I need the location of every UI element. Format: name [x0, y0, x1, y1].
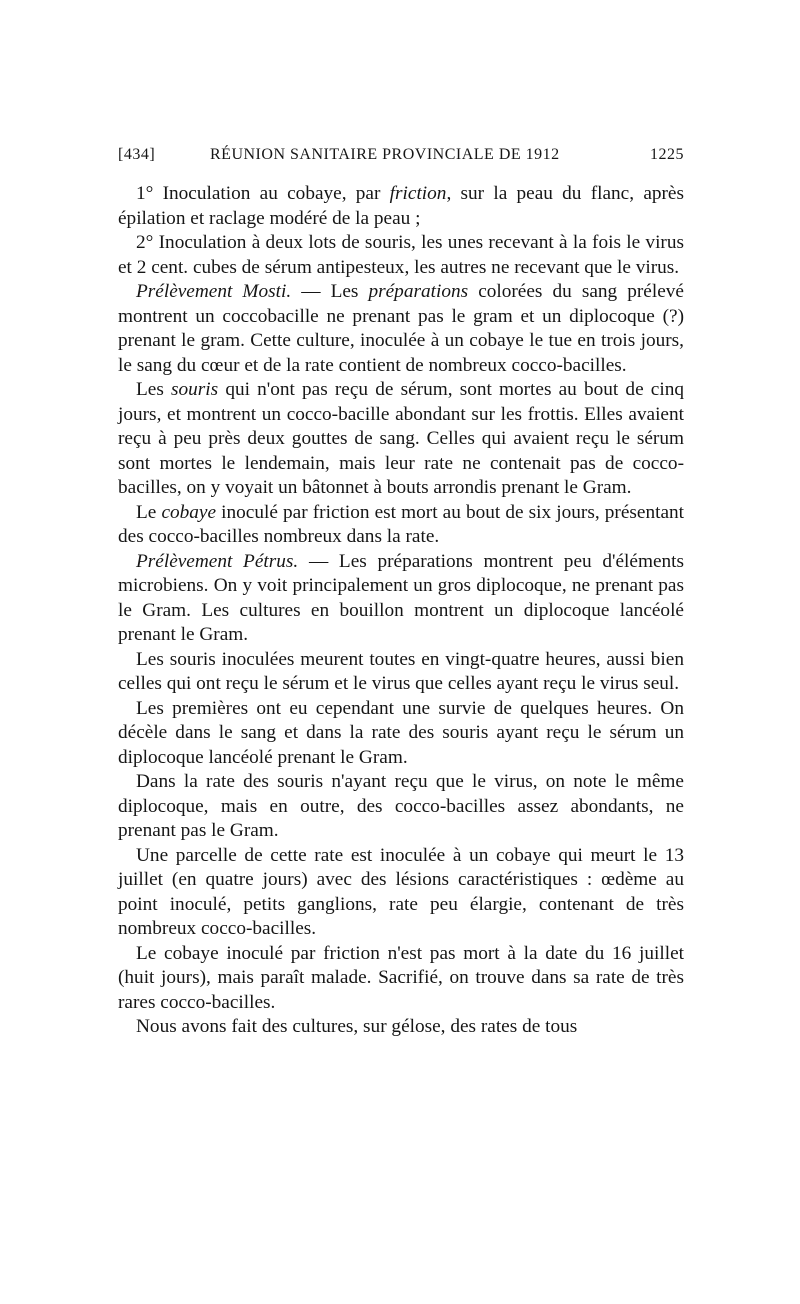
- paragraph-8-lead: Les premières ont eu cependant une survie de quelques heures. On décèle dans le sang et dans la rate des souris ayant reçu le sérum un diplocoque lancéolé prenant le Gram.: [118, 697, 684, 768]
- paragraph-1: [118, 182, 684, 231]
- paragraph-2-lead: 2° Inoculation à deux lots de souris, les unes recevant à la fois le virus et 2 cent. cubes de sérum antipesteux, les autres ne recevant que le virus.: [118, 232, 684, 278]
- paragraph-3: [118, 280, 684, 378]
- paragraph-7-lead: Les souris inoculées meurent toutes en vingt-quatre heures, aussi bien celles qui ont reçu le sérum et le virus que celles ayant reçu le virus seul.: [118, 648, 684, 694]
- paragraph-4-lead: Les: [136, 379, 171, 400]
- header-left-marker: [434]: [118, 146, 156, 163]
- paragraph-2: [118, 231, 684, 280]
- paragraph-7: [118, 648, 684, 697]
- paragraph-11-lead: Le cobaye inoculé par friction n'est pas mort à la date du 16 juillet (huit jours), mais paraît malade. Sacrifié, on trouve dans sa rate de très rares cocco-bacilles.: [118, 942, 684, 1013]
- page-number: 1225: [650, 146, 684, 163]
- paragraph-5-rest: inoculé par friction est mort au bout de six jours, présentant des cocco-bacilles nombreux dans la rate.: [118, 501, 685, 547]
- paragraph-5-emphasis: cobaye: [161, 501, 217, 523]
- header-title: RÉUNION SANITAIRE PROVINCIALE DE 1912: [210, 146, 560, 163]
- paragraph-1-lead: 1° Inoculation au cobaye, par: [136, 183, 390, 204]
- paragraph-9: [118, 770, 684, 844]
- paragraph-6: [118, 550, 684, 648]
- running-header: [118, 146, 684, 170]
- body-text: [118, 182, 684, 1040]
- paragraph-11: [118, 942, 684, 1016]
- paragraph-4: [118, 378, 684, 501]
- paragraph-12: [118, 1015, 684, 1040]
- paragraph-4-emphasis: souris: [171, 379, 219, 400]
- paragraph-3-rest-2: colorées du sang prélevé montrent un coccobacille ne prenant pas le gram et un diplocoque (?) prenant le gram. Cette culture, inoculée à un cobaye le tue en trois jours, le sang du cœur et de la rate contient de nombreux cocco-bacilles.: [118, 281, 684, 376]
- paragraph-9-lead: Dans la rate des souris n'ayant reçu que le virus, on note le même diplocoque, mais en outre, des cocco-bacilles assez abondants, ne prenant pas le Gram.: [118, 771, 684, 841]
- paragraph-3-emphasis-2: préparations: [368, 281, 469, 302]
- paragraph-6-emphasis: Prélèvement Pétrus.: [136, 550, 299, 572]
- paragraph-5-lead: Le: [136, 501, 162, 523]
- paragraph-5: [118, 501, 684, 550]
- paragraph-3-emphasis: Prélèvement Mosti.: [136, 281, 292, 302]
- paragraph-12-lead: Nous avons fait des cultures, sur gélose, des rates de tous: [136, 1016, 578, 1037]
- paragraph-4-rest: qui n'ont pas reçu de sérum, sont mortes au bout de cinq jours, et montrent un cocco-bacille abondant sur les frottis. Elles avaient reçu à peu près deux gouttes de sang. Celles qui avaient reçu le sérum sont mortes le lendemain, mais leur rate ne contenait pas de cocco-bacilles, on y voyait un bâtonnet à bouts arrondis prenant le Gram.: [118, 379, 684, 498]
- paragraph-10: [118, 844, 684, 942]
- paragraph-6-rest: — Les préparations montrent peu d'éléments microbiens. On y voit principalement un gros diplocoque, ne prenant pas le Gram. Les cultures en bouillon montrent un diplocoque lancéolé prenant le Gram.: [118, 550, 684, 645]
- paragraph-8: [118, 697, 684, 771]
- paragraph-10-lead: Une parcelle de cette rate est inoculée à un cobaye qui meurt le 13 juillet (en quatre jours) avec des lésions caractéristiques : œdème au point inoculé, petits ganglions, rate peu élargie, contenant de très nombreux cocco-bacilles.: [118, 844, 684, 939]
- paragraph-1-emphasis: friction: [389, 183, 447, 204]
- paragraph-3-rest: — Les: [291, 281, 369, 302]
- paragraph-1-rest: , sur la peau du flanc, après épilation et raclage modéré de la peau ;: [118, 183, 684, 229]
